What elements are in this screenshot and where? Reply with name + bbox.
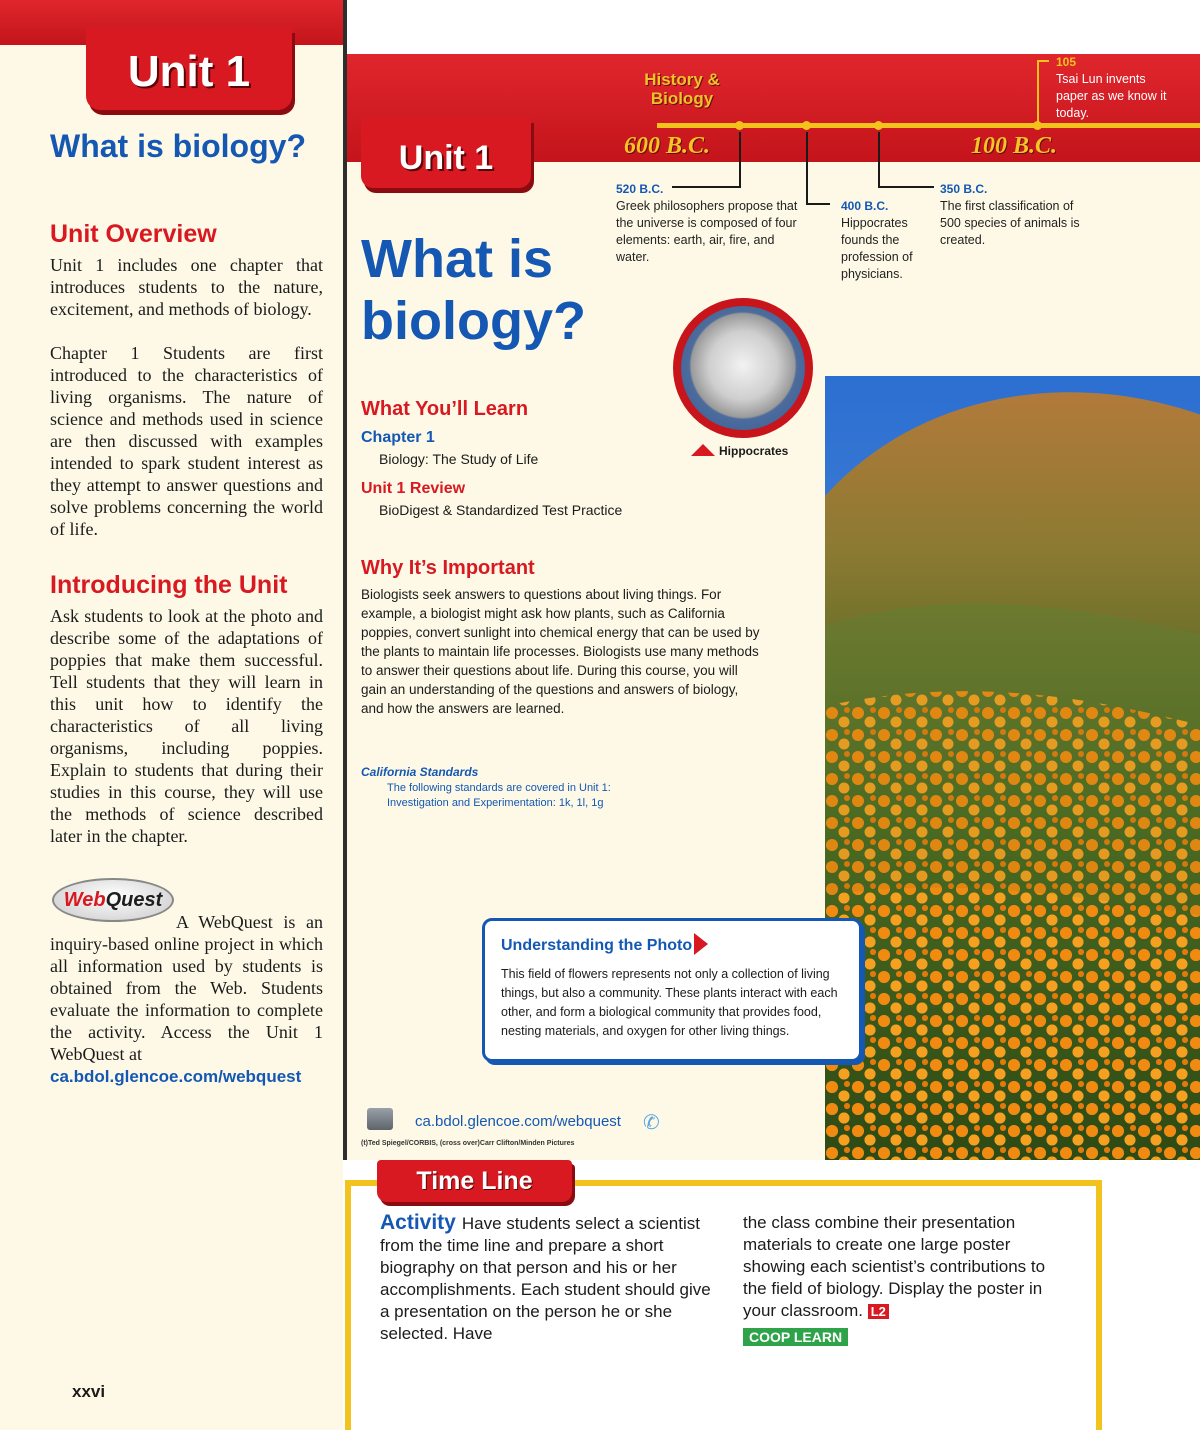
title-line-1: What is (361, 229, 554, 289)
unit-review-title: BioDigest & Standardized Test Practice (379, 502, 623, 518)
teacher-title: What is biology? (50, 128, 306, 164)
timeline-label-2: Biology (650, 89, 714, 108)
webquest-body: A WebQuest is an inquiry-based online project in which all information used by students is obtained from the Web. Students evaluate the information to complete the activity. Access the Unit 1 WebQuest at (50, 912, 323, 1064)
phone-icon: ✆ (643, 1112, 660, 1134)
poppy-field-photo (825, 376, 1200, 1160)
timeline-tab: Time Line (377, 1160, 572, 1202)
portrait-caption-text: Hippocrates (719, 444, 789, 458)
event-date: 350 B.C. (940, 182, 988, 196)
event-text: Hippocrates founds the profession of physicians. (841, 216, 913, 281)
title-line-2: biology? (361, 291, 586, 351)
event-105 (1056, 54, 1176, 122)
california-icon: California Standards (361, 765, 479, 779)
event-date: 520 B.C. (616, 182, 664, 196)
chapter1-title: Biology: The Study of Life (379, 451, 539, 467)
timeline-marker (874, 121, 883, 130)
what-youll-learn-heading: What You’ll Learn (361, 398, 529, 420)
ca-standards-line2: Investigation and Experimentation: 1k, 1l, 1g (387, 797, 604, 809)
understanding-photo-text: This field of flowers represents not only a collection of living things, but also a community. These plants interact with each other, and form a biological community that provides food, nesting materials, and oxygen for other living things. (501, 967, 838, 1038)
caption-triangle-icon (691, 444, 715, 456)
webquest-logo-web: Web (63, 889, 106, 911)
event-520bc (616, 181, 811, 266)
level-badge: L2 (868, 1304, 889, 1319)
page-title (361, 228, 586, 352)
understanding-photo-heading (501, 933, 843, 955)
coop-learn-badge: COOP LEARN (743, 1328, 848, 1346)
activity-label: Activity (380, 1211, 456, 1234)
connector-520 (672, 132, 741, 188)
webquest-logo-quest: Quest (105, 889, 163, 911)
page-number: xxvi (72, 1382, 106, 1401)
activity-column-1 (380, 1212, 715, 1345)
student-page (343, 0, 1200, 1160)
activity-column-2 (743, 1212, 1073, 1323)
why-important-text: Biologists seek answers to questions about living things. For example, a biologist might ask how plants, such as California poppies, convert sunlight into chemical energy that can be used by the plants to maintain life processes. Biologists use many methods to answer their questions about life. During this course, you will gain an understanding of the questions and answers of biology, and how the answers are learned. (361, 587, 760, 716)
event-text: Greek philosophers propose that the universe is composed of four elements: earth, air, fire, and water. (616, 199, 798, 264)
activity-text-1: Have students select a scientist from the time line and prepare a short biography on that person and his or her accomplishments. Each student should give a presentation on the person he or she selected. Have (380, 1214, 711, 1343)
california-standards (361, 765, 611, 811)
event-date: 105 (1056, 55, 1077, 69)
timeline-start-date: 600 B.C. (624, 133, 711, 159)
timeline-label (622, 70, 742, 108)
timeline-marker (802, 121, 811, 130)
connector-350 (878, 132, 934, 188)
photo-credit: (t)Ted Spiegel/CORBIS, (cross over)Carr Clifton/Minden Pictures (361, 1140, 575, 1147)
top-margin (347, 0, 1200, 54)
event-400bc (841, 198, 931, 283)
why-important-heading: Why It’s Important (361, 557, 535, 579)
arrow-icon (694, 933, 708, 955)
overview-heading: Unit Overview (50, 220, 217, 248)
student-unit-tab: Unit 1 (361, 118, 531, 188)
hippocrates-portrait (673, 298, 813, 438)
webquest-url-link[interactable]: ca.bdol.glencoe.com/webquest (415, 1113, 621, 1130)
webquest-text (50, 911, 323, 1088)
intro-heading: Introducing the Unit (50, 571, 288, 599)
computer-icon (367, 1108, 393, 1130)
ca-standards-line1: The following standards are covered in Unit 1: (387, 782, 611, 794)
teacher-column (0, 0, 343, 1430)
event-text: Tsai Lun invents paper as we know it today. (1056, 72, 1167, 120)
timeline-marker (1033, 121, 1042, 130)
event-text: The first classification of 500 species of animals is created. (940, 199, 1080, 247)
portrait-caption (691, 444, 788, 458)
overview-text: Unit 1 includes one chapter that introduces students to the nature, excitement, and methods of biology. (50, 255, 323, 319)
webquest-link[interactable]: ca.bdol.glencoe.com/webquest (50, 1067, 302, 1086)
connector-105 (1037, 60, 1049, 122)
timeline-end-date: 100 B.C. (971, 133, 1058, 159)
chapter1-label: Chapter 1 (361, 429, 435, 446)
chapter1-overview-text: Chapter 1 Students are first introduced to the characteristics of living organisms. The nature of science and methods used in science are then discussed with examples intended to spark student interest as they attempt to answer questions and solve problems concerning the world of life. (50, 343, 323, 539)
unit-tab: Unit 1 (86, 28, 292, 110)
understanding-photo-box (482, 918, 862, 1062)
unit-review-label: Unit 1 Review (361, 480, 466, 497)
event-350bc (940, 181, 1080, 249)
activity-text-2: the class combine their presentation materials to create one large poster showing each scientist’s contributions to the field of biology. Display the poster in your classroom. (743, 1213, 1046, 1320)
event-date: 400 B.C. (841, 199, 889, 213)
intro-text: Ask students to look at the photo and describe some of the adaptations of poppies that make them successful. Tell students that they will learn in this unit how to identify the characteristics of all living organisms, including poppies. Explain to students that during their studies in this course, they will use the methods of science described later in the chapter. (50, 606, 323, 846)
timeline-marker (735, 121, 744, 130)
understanding-heading-text: Understanding the Photo (501, 937, 693, 954)
timeline-label-1: History & (644, 70, 720, 89)
